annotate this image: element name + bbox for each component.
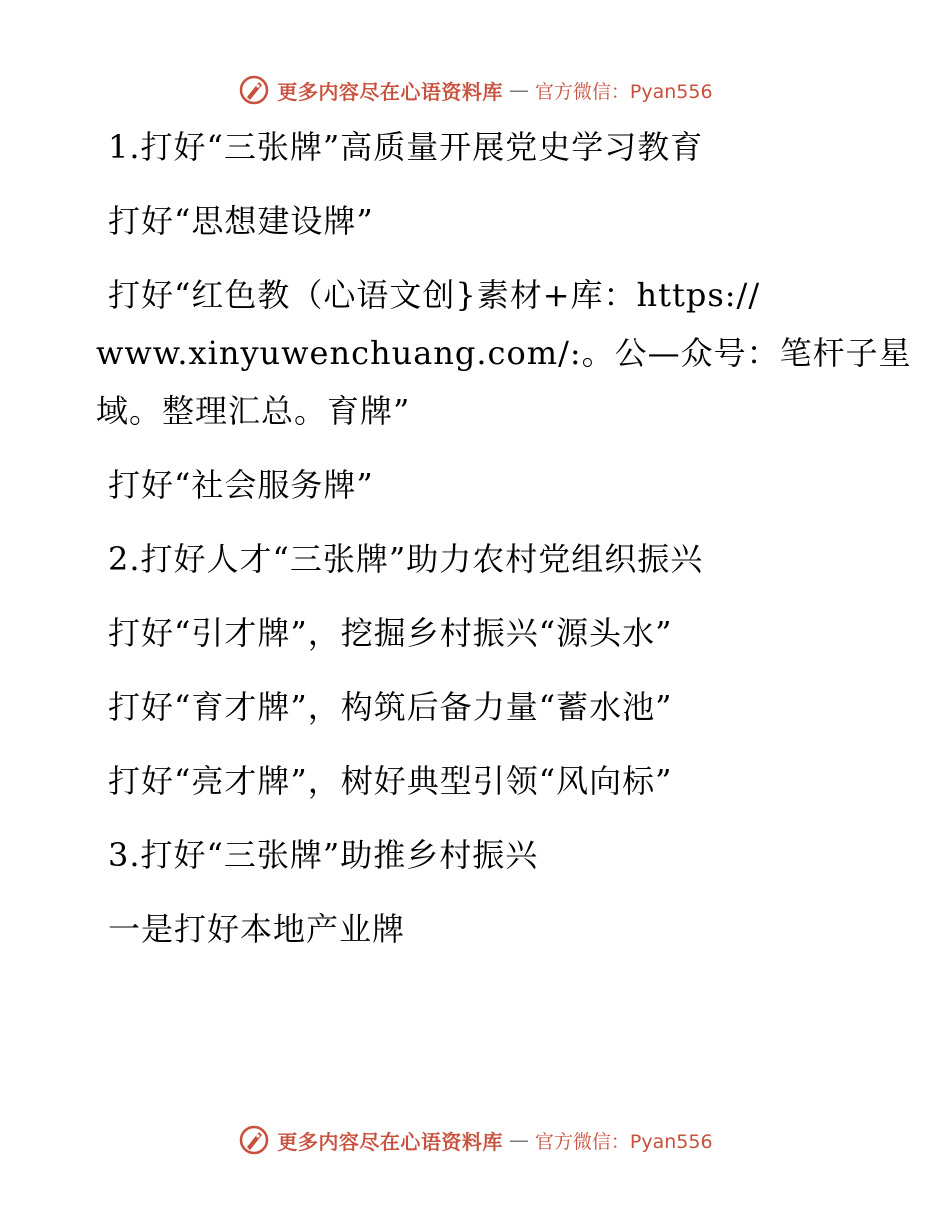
doc-line: 打好“育才牌”，构筑后备力量“蓄水池”	[108, 688, 673, 726]
header-watermark	[0, 70, 950, 110]
doc-line-heading-2: 2.打好人才“三张牌”助力农村党组织振兴	[108, 540, 704, 578]
doc-line: 打好“红色教（心语文创}素材+库：https://	[108, 276, 761, 314]
doc-line: 打好“引才牌”，挖掘乡村振兴“源头水”	[108, 614, 673, 652]
footer-watermark	[0, 1120, 950, 1160]
watermark-separator: —	[508, 78, 529, 102]
doc-line: 一是打好本地产业牌	[108, 910, 406, 948]
doc-line: 打好“亮才牌”，树好典型引领“风向标”	[108, 762, 673, 800]
doc-line: 打好“社会服务牌”	[108, 466, 374, 504]
doc-line: 域。整理汇总。育牌”	[96, 392, 411, 430]
watermark-contact-text: 官方微信：Pyan556	[534, 1130, 713, 1153]
watermark-brand-text: 更多内容尽在心语资料库	[277, 79, 503, 104]
doc-line-url: www.xinyuwenchuang.com/:。公—众号：笔杆子星	[96, 334, 912, 372]
watermark-separator: —	[508, 1128, 529, 1152]
doc-line-heading-3: 3.打好“三张牌”助推乡村振兴	[108, 836, 539, 874]
doc-line: 打好“思想建设牌”	[108, 202, 374, 240]
pen-nib-logo-icon	[237, 73, 271, 107]
watermark-contact-text: 官方微信：Pyan556	[534, 80, 713, 103]
pen-nib-logo-icon	[237, 1123, 271, 1157]
watermark-brand-text: 更多内容尽在心语资料库	[277, 1129, 503, 1154]
doc-line-heading-1: 1.打好“三张牌”高质量开展党史学习教育	[108, 128, 704, 166]
